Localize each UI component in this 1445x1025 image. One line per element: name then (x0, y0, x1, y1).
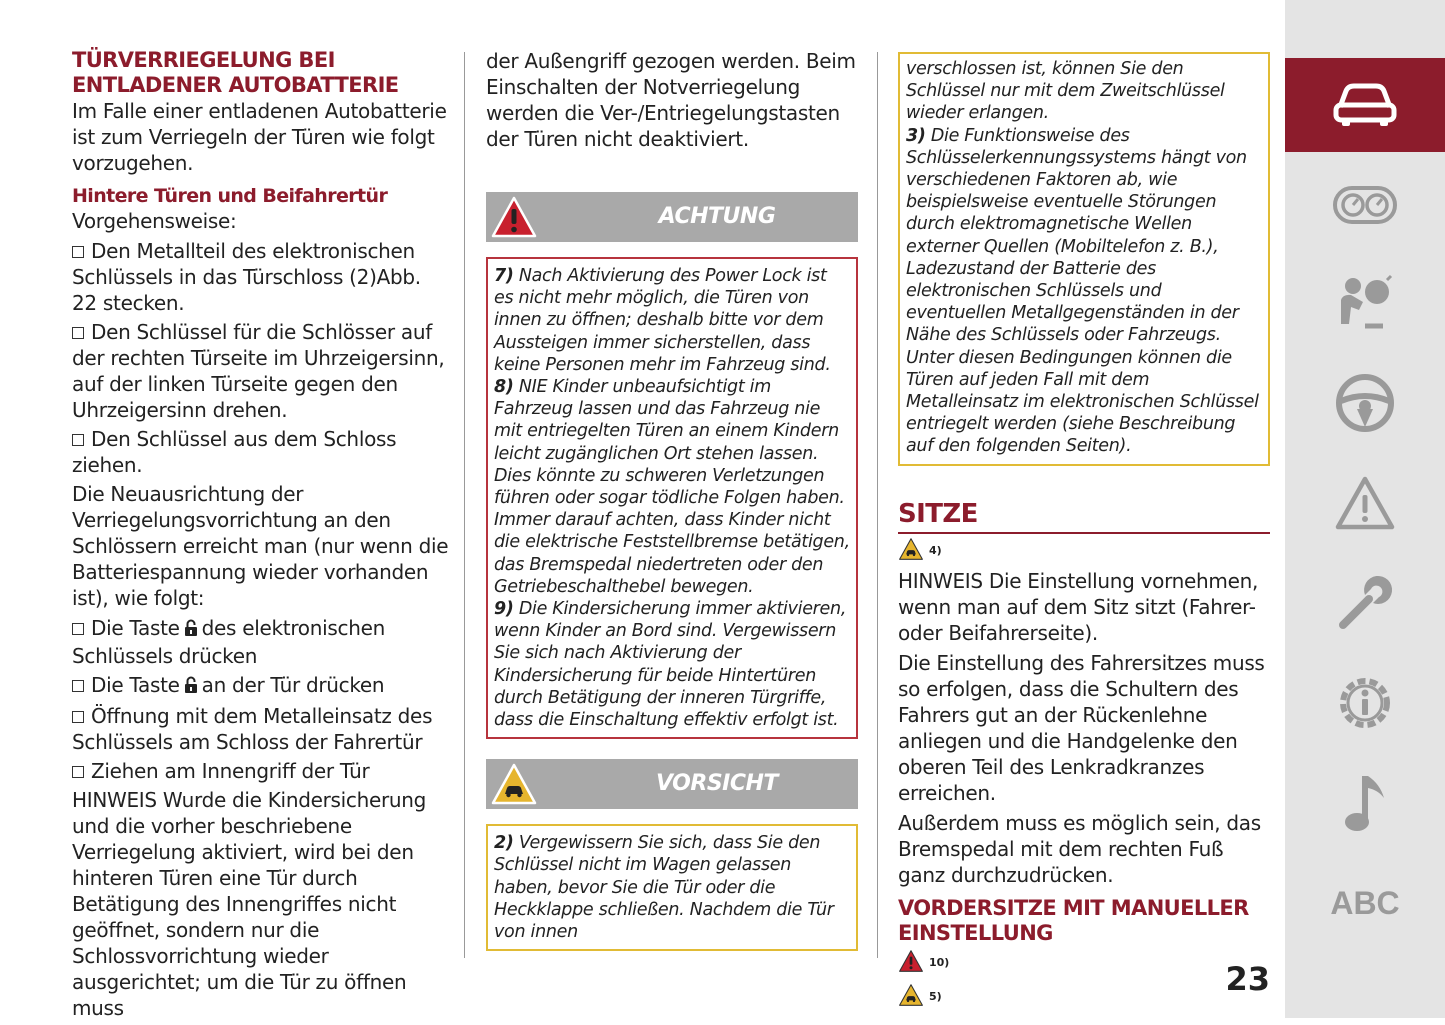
list-item: Die Taste an der Tür drücken (72, 672, 450, 700)
sidebar-item-emergency[interactable] (1285, 560, 1445, 650)
checkbox-bullet-icon (72, 434, 84, 446)
list-item: Die Taste des elektronischen Schlüssels drücken (72, 616, 385, 668)
sidebar-item-dashboard[interactable] (1285, 162, 1445, 252)
checkbox-bullet-icon (72, 680, 84, 692)
sidebar-item-multimedia[interactable] (1285, 760, 1445, 850)
music-note-icon (1340, 772, 1390, 838)
caution-box (486, 824, 858, 951)
brake-pedal-paragraph: Außerdem muss es möglich sein, das Bremspedal mit dem rechten Fuß ganz durchzudrücken. (898, 810, 1261, 887)
checkbox-bullet-icon (72, 711, 84, 723)
index-abc-label: ABC (1330, 884, 1400, 921)
checkbox-bullet-icon (72, 246, 84, 258)
dashboard-gauges-icon (1332, 185, 1398, 229)
reference-number: 5) (929, 990, 942, 1004)
caution-car-triangle-icon (898, 983, 924, 1011)
warning-triangle-red-icon (898, 949, 924, 977)
warning-note: 8) NIE Kinder unbeaufsichtigt im Fahrzeug lassen und das Fahrzeug nie mit entriegelten Türen an einem Kindern leicht zugänglichen Ort stehen lassen. Dies könnte zu schweren Verletzungen führen oder sogar tödliche Folgen haben. Immer darauf achten, dass Kinder nicht die elektrische Feststellbremse betätigen, das Bremspedal niedertreten oder den Getriebeschalthebel bewegen. (494, 377, 850, 597)
sidebar-item-safety[interactable] (1285, 260, 1445, 350)
warning-banner (486, 192, 858, 242)
warning-title: ACHTUNG (658, 204, 776, 229)
column-3 (898, 52, 1270, 1014)
checkbox-bullet-icon (72, 623, 84, 635)
caution-box-continued (898, 52, 1270, 466)
list-item: Den Schlüssel für die Schlösser auf der rechten Türseite im Uhrzeigersinn, auf der linken Türseite gegen den Uhrzeigersinn drehen. (72, 320, 445, 422)
section-title-door-locking: TÜRVERRIEGELUNG BEI ENTLADENER AUTOBATTERIE (72, 48, 399, 97)
driver-seat-paragraph: Die Einstellung des Fahrersitzes muss so erfolgen, dass die Schultern des Fahrers gut an der Rückenlehne anliegen und die Handgelenke den oberen Teil des Lenkradkranzes erreichen. (898, 650, 1265, 805)
sidebar-item-vehicle[interactable] (1285, 58, 1445, 152)
caution-banner (486, 759, 858, 809)
column-1 (72, 48, 450, 1025)
column-divider (464, 52, 465, 958)
subtitle-rear-doors: Hintere Türen und Beifahrertür (72, 185, 388, 207)
section-title-seats: SITZE (898, 498, 978, 529)
unlock-icon (184, 674, 198, 700)
procedure-label: Vorgehensweise: (72, 209, 237, 233)
list-item: Den Metallteil des elektronischen Schlüssels in das Türschloss (2)Abb. 22 stecken. (72, 239, 421, 315)
info-gear-icon (1335, 673, 1395, 737)
checkbox-bullet-icon (72, 327, 84, 339)
continuation-paragraph: der Außengriff gezogen werden. Beim Einschalten der Notverriegelung werden die Ver-/Entriegelungstasten der Türen nicht deaktiviert. (486, 49, 856, 151)
wrench-icon (1335, 573, 1395, 637)
checkbox-bullet-icon (72, 766, 84, 778)
unlock-icon (184, 617, 198, 643)
list-item: Öffnung mit dem Metalleinsatz des Schlüssels am Schloss der Fahrertür (72, 704, 433, 754)
realign-paragraph: Die Neuausrichtung der Verriegelungsvorrichtung an den Schlössern erreicht man (nur wenn die Batteriespannung wieder vorhanden ist), wie folgt: (72, 482, 449, 610)
sidebar-item-starting-driving[interactable] (1285, 360, 1445, 450)
airbag-passenger-icon (1335, 274, 1395, 336)
hinweis-paragraph: HINWEIS Wurde die Kindersicherung und die vorher beschriebene Verriegelung aktiviert, wird bei den hinteren Türen eine Tür durch Betätigung des Innengriffes nicht geöffnet, sondern nur die Schlossvorrichtung wieder ausgerichtet; um die Tür zu öffnen muss (72, 788, 427, 1020)
caution-reference (898, 534, 1270, 568)
warning-note: 9) Die Kindersicherung immer aktivieren, wenn Kinder an Bord sind. Vergewissern Sie sich nach Aktivierung der Kindersicherung für beide Hintertüren durch Betätigung der inneren Türgriffe, dass die Einschaltung effektiv erfolgt ist. (494, 599, 847, 731)
hinweis-paragraph: HINWEIS Die Einstellung vornehmen, wenn man auf dem Sitz sitzt (Fahrer- oder Beifahrerseite). (898, 568, 1259, 645)
subsection-title-front-seats: VORDERSITZE MIT MANUELLER EINSTELLUNG (898, 895, 1249, 945)
chapter-sidebar (1285, 0, 1445, 1018)
intro-paragraph: Im Falle einer entladenen Autobatterie ist zum Verriegeln der Türen wie folgt vorzugehen. (72, 99, 447, 175)
column-2 (486, 48, 858, 951)
list-item: Den Schlüssel aus dem Schloss ziehen. (72, 427, 397, 477)
reference-number: 10) (929, 956, 950, 970)
column-divider (877, 52, 878, 958)
sidebar-item-index[interactable] (1285, 858, 1445, 948)
caution-note: verschlossen ist, können Sie den Schlüssel nur mit dem Zweitschlüssel wieder erlangen. (906, 59, 1225, 124)
list-item: Ziehen am Innengriff der Tür (72, 758, 450, 784)
page-number: 23 (1225, 960, 1270, 998)
caution-note: 2) Vergewissern Sie sich, dass Sie den Schlüssel nicht im Wagen gelassen haben, bevor Sie die Tür oder die Heckklappe schließen. Nachdem die Tür von innen (494, 833, 834, 943)
reference-number: 4) (929, 544, 942, 558)
warning-note: 7) Nach Aktivierung des Power Lock ist es nicht mehr möglich, die Türen von innen zu öffnen; deshalb bitte vor dem Aussteigen immer sicherstellen, dass keine Personen mehr im Fahrzeug sind. (494, 266, 831, 375)
car-icon (1332, 77, 1398, 133)
warning-box (486, 257, 858, 739)
caution-title: VORSICHT (656, 771, 778, 797)
caution-note: 3) Die Funktionsweise des Schlüsselerkennungssystems hängt von verschiedenen Faktoren ab, wie beispielsweise eventuelle Störungen durch elektromagnetische Wellen externer Quellen (Mobiltelefon z. B.), Ladezustand der Batterie des elektronischen Schlüssels und eventuellen Metallgegenständen in der Nähe des Schlüssels oder Fahrzeugs. Unter diesen Bedingungen können die Türen auf jeden Fall mit dem Metalleinsatz im elektronischen Schlüssel entriegelt werden (siehe Beschreibung auf den folgenden Seiten). (906, 125, 1259, 457)
warning-triangle-icon (1334, 475, 1396, 535)
caution-car-triangle-icon (898, 537, 924, 565)
sidebar-item-servicing[interactable] (1285, 660, 1445, 750)
sidebar-item-warnings[interactable] (1285, 460, 1445, 550)
steering-wheel-icon (1335, 373, 1395, 437)
